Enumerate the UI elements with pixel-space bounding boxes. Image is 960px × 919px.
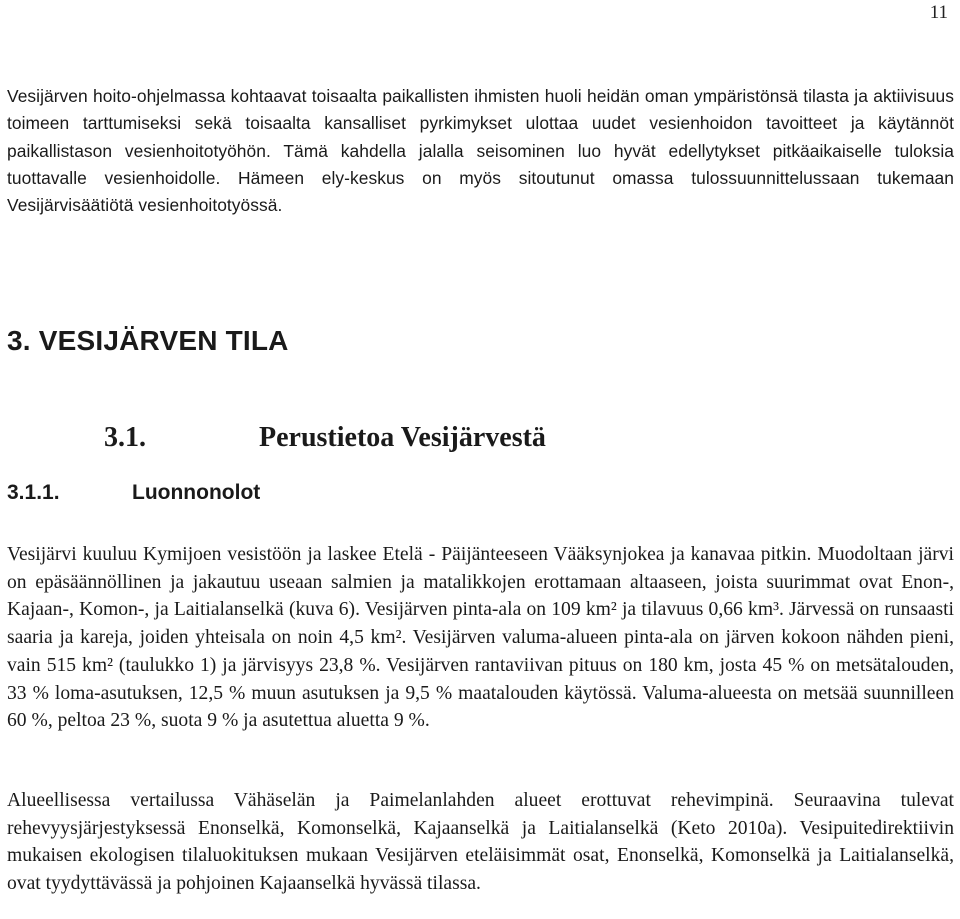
subsection-title: Perustietoa Vesijärvestä — [259, 422, 546, 453]
luonnonolot-paragraph: Vesijärvi kuuluu Kymijoen vesistöön ja laskee Etelä - Päijänteeseen Vääksynjokea ja kanavaa pitkin. Muodoltaan järvi on epäsäännöllinen ja jakautuu useaan salmien ja matalikkojen erottamaan altaaseen, joista suurimmat ovat Enon-, Kajaan-, Komon-, ja Laitialanselkä (kuva 6). Vesijärven pinta-ala on 109 km² ja tilavuus 0,66 km³. Järvessä on runsaasti saaria ja kareja, joiden yhteisala on noin 4,5 km². Vesijärven valuma-alueen pinta-ala on järven kokoon nähden pieni, vain 515 km² (taulukko 1) ja järvisyys 23,8 %. Vesijärven rantaviivan pituus on 180 km, josta 45 % on metsätalouden, 33 % loma-asutuksen, 12,5 % muun asutuksen ja 9,5 % maatalouden käytössä. Valuma-alueesta on metsää suunnilleen 60 %, peltoa 23 %, suota 9 % ja asutettua aluetta 9 %. — [7, 544, 954, 732]
alueellisessa-paragraph: Alueellisessa vertailussa Vähäselän ja Paimelanlahden alueet erottuvat rehevimpinä. Seuraavina tulevat rehevyysjärjestyksessä Enonselkä, Komonselkä, Kajaanselkä ja Laitialanselkä (Keto 2010a). Vesipuitedirektiivin mukaisen ekologisen tilaluokituksen mukaan Vesijärven eteläisimmät osat, Enonselkä, Komonselkä ja Laitialanselkä, ovat tyydyttävässä ja pohjoinen Kajaanselkä hyvässä tilassa. — [7, 790, 954, 895]
subsubsection-number: 3.1.1. — [7, 481, 60, 504]
page-number: 11 — [929, 2, 948, 23]
subsection-heading — [104, 422, 546, 454]
subsection-number: 3.1. — [104, 422, 146, 453]
section-heading: 3. VESIJÄRVEN TILA — [7, 325, 289, 356]
subsubsection-title: Luonnonolot — [132, 481, 261, 504]
subsubsection-heading — [7, 481, 260, 505]
intro-paragraph: Vesijärven hoito-ohjelmassa kohtaavat toisaalta paikallisten ihmisten huoli heidän oman ympäristönsä tilasta ja aktiivisuus toimeen tarttumiseksi sekä toisaalta kansalliset pyrkimykset ulottaa uudet vesienhoidon tavoitteet ja käytännöt paikallistason vesienhoitotyöhön. Tämä kahdella jalalla seisominen luo hyvät edellytykset pitkäaikaiselle tuloksia tuottavalle vesienhoidolle. Hämeen ely-keskus on myös sitoutunut omassa tulossuunnittelussaan tukemaan Vesijärvisäätiötä vesienhoitotyössä. — [7, 86, 954, 216]
